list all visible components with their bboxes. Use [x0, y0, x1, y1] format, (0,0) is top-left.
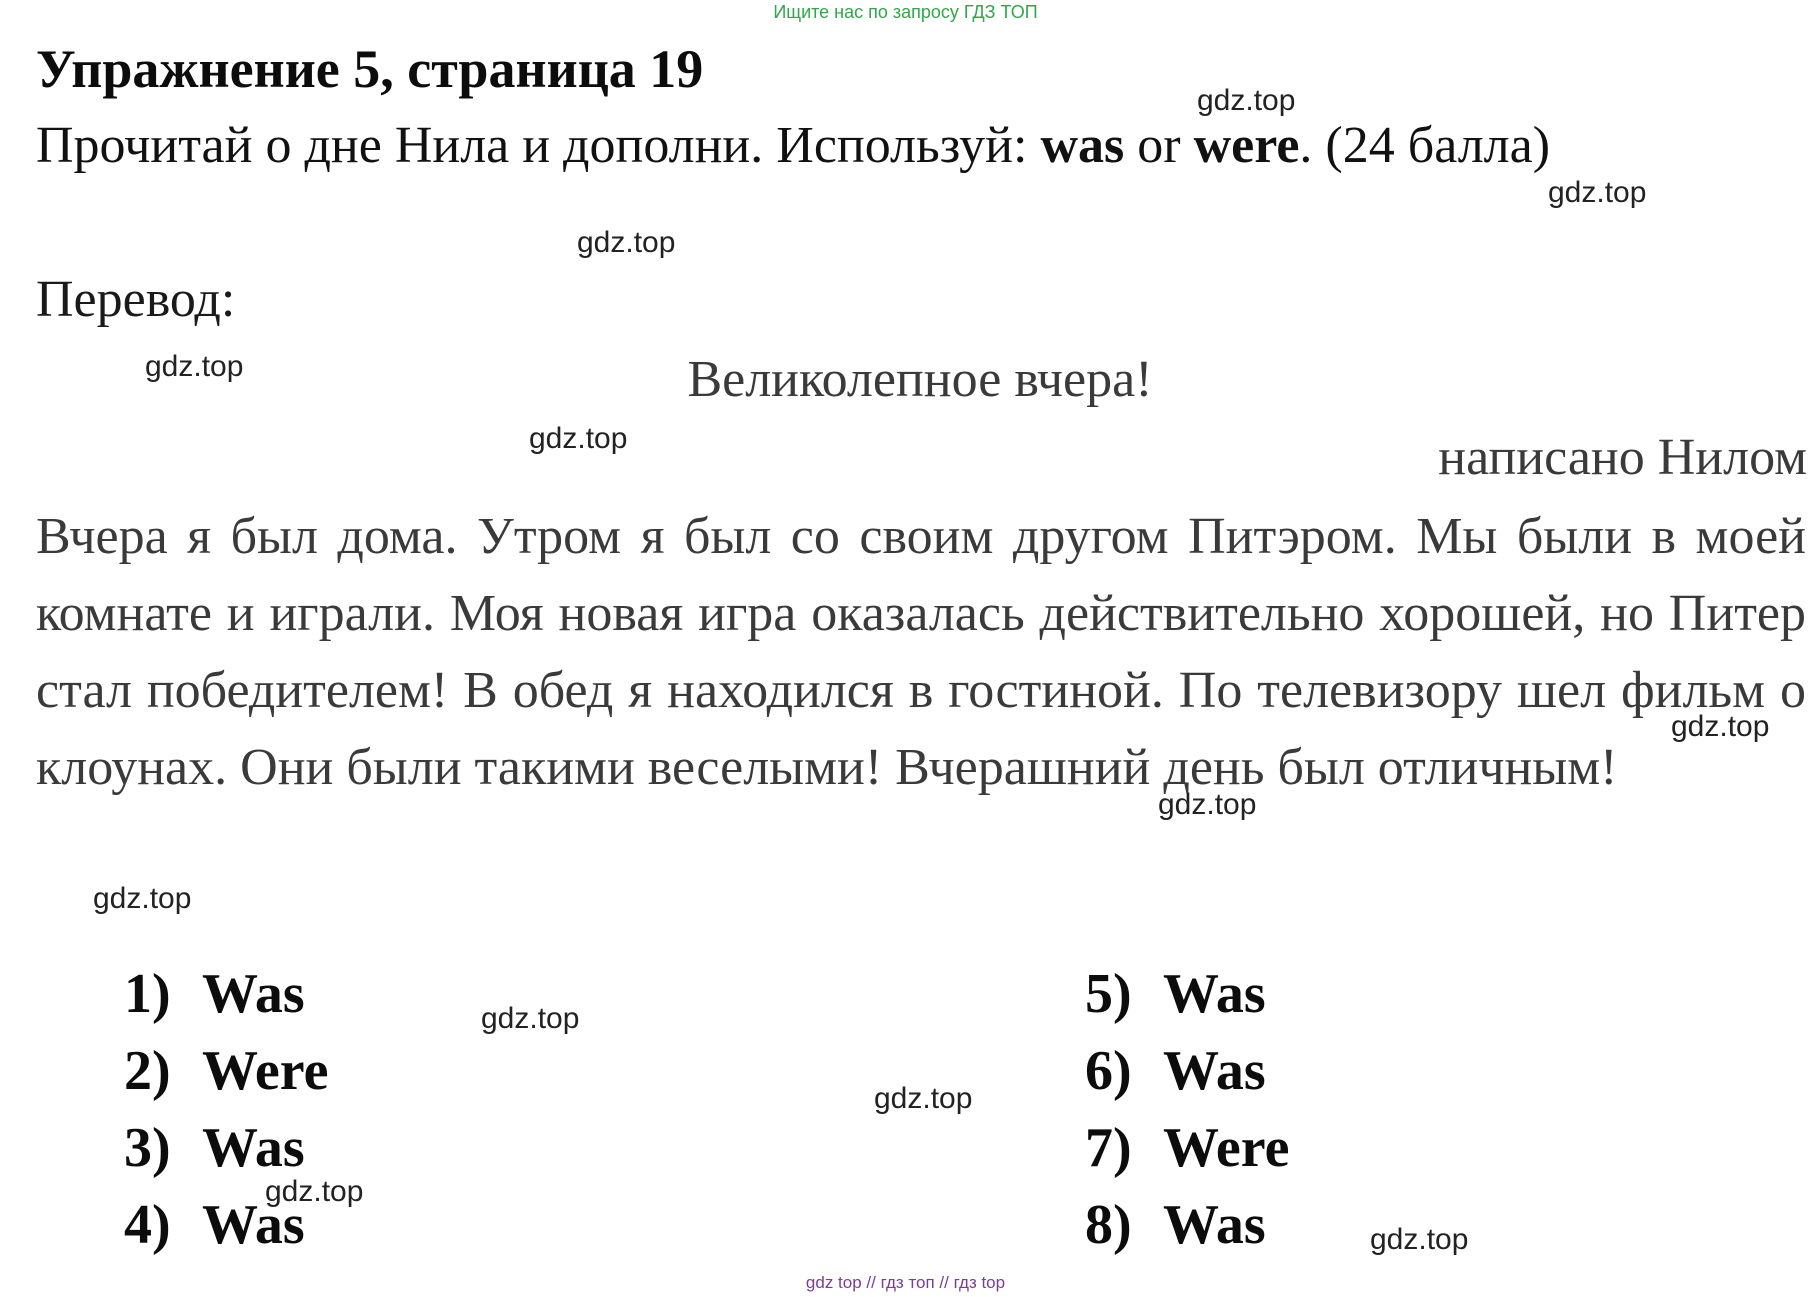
watermark: gdz.top: [874, 1082, 973, 1115]
answer-word: Were: [202, 1040, 329, 1102]
answer-number: 2): [124, 1040, 171, 1102]
watermark: gdz.top: [577, 226, 676, 259]
watermark: gdz.top: [145, 350, 244, 383]
watermark: gdz.top: [93, 882, 192, 915]
watermark: gdz.top: [1197, 84, 1296, 117]
answer-word: Was: [202, 1117, 305, 1179]
answer-word: Was: [202, 1194, 305, 1256]
answer-2: [124, 1039, 328, 1103]
answer-number: 1): [124, 963, 171, 1025]
watermark: gdz.top: [529, 422, 628, 455]
answer-1: [124, 962, 305, 1026]
answer-8: [1085, 1193, 1266, 1257]
instruction-or: or: [1124, 117, 1194, 174]
footer-links[interactable]: gdz top // гдз топ // гдз top: [805, 1273, 1006, 1292]
watermark: gdz.top: [1158, 788, 1257, 821]
story-author: написано Нилом: [1438, 429, 1807, 486]
watermark: gdz.top: [481, 1002, 580, 1035]
watermark: gdz.top: [1370, 1223, 1469, 1256]
story-title: Великолепное вчера!: [687, 351, 1153, 408]
answer-number: 7): [1085, 1117, 1132, 1179]
answer-word: Was: [1163, 1040, 1266, 1102]
answer-number: 6): [1085, 1040, 1132, 1102]
option-were: were: [1193, 117, 1300, 174]
answer-number: 8): [1085, 1194, 1132, 1256]
answer-word: Were: [1163, 1117, 1290, 1179]
watermark: gdz.top: [1671, 710, 1770, 743]
answer-5: [1085, 962, 1266, 1026]
exercise-title: Упражнение 5, страница 19: [36, 39, 704, 99]
answer-number: 3): [124, 1117, 171, 1179]
top-banner[interactable]: Ищите нас по запросу ГДЗ ТОП: [773, 2, 1038, 22]
answer-number: 5): [1085, 963, 1132, 1025]
answer-word: Was: [1163, 1194, 1266, 1256]
answer-word: Was: [202, 963, 305, 1025]
answer-number: 4): [124, 1194, 171, 1256]
watermark: gdz.top: [265, 1175, 364, 1208]
instruction-text: Прочитай о дне Нила и дополни. Используй:: [36, 117, 1041, 174]
answer-6: [1085, 1039, 1266, 1103]
watermark: gdz.top: [1548, 176, 1647, 209]
answer-7: [1085, 1116, 1289, 1180]
answer-word: Was: [1163, 963, 1266, 1025]
translation-label: Перевод:: [36, 271, 236, 328]
instruction: [36, 116, 1550, 175]
story-body: Вчера я был дома. Утром я был со своим другом Питэром. Мы были в моей комнате и играли. Моя новая игра оказалась действительно хорошей, но Питер стал победителем! В обед я находился в гостиной. По телевизору шел фильм о клоунах. Они были такими веселыми! Вчерашний день был отличным!: [36, 508, 1806, 796]
instruction-points: . (24 балла): [1299, 117, 1551, 174]
option-was: was: [1040, 117, 1125, 174]
answer-3: [124, 1116, 305, 1180]
